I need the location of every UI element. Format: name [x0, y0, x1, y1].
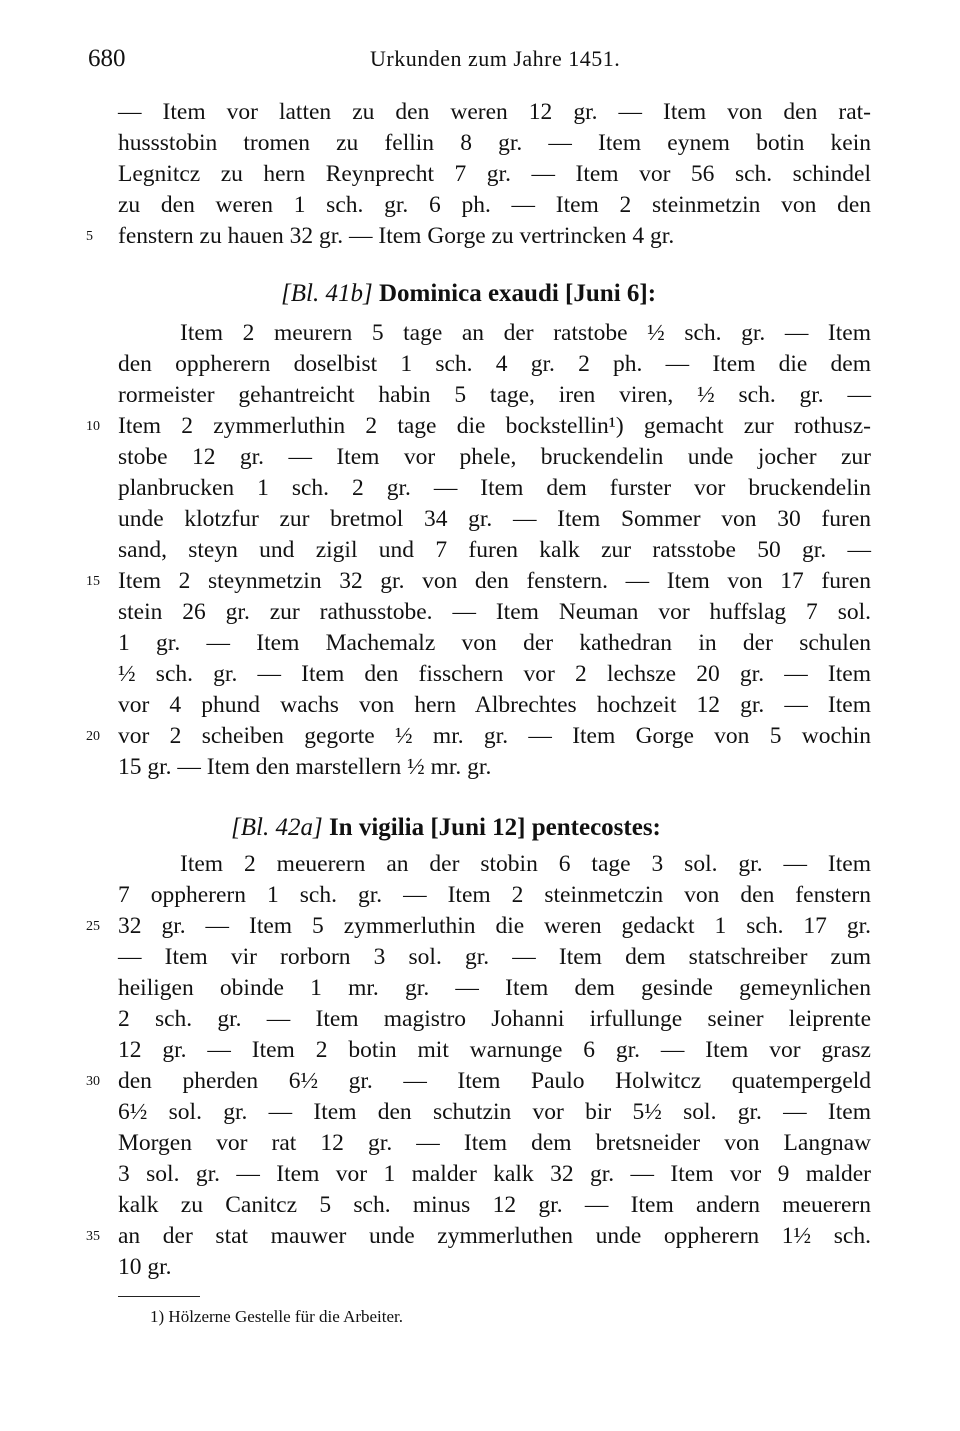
- text-line: stein 26 gr. zur rathusstobe. — Item Neuman vor huffslag 7 sol.: [118, 599, 871, 625]
- text-line: zu den weren 1 sch. gr. 6 ph. — Item 2 steinmetzin von den: [118, 192, 871, 218]
- line-number: 35: [86, 1229, 100, 1244]
- text-line: 6½ sol. gr. — Item den schutzin vor bir 5½ sol. gr. — Item: [118, 1099, 871, 1125]
- text-line: Item 2 meurern 5 tage an der ratstobe ½ sch. gr. — Item: [180, 320, 871, 346]
- text-line: hussstobin tromen zu fellin 8 gr. — Item eynem botin kein: [118, 130, 871, 156]
- text-line: kalk zu Canitcz 5 sch. minus 12 gr. — Item andern meuerern: [118, 1192, 871, 1218]
- footnote-rule: [118, 1296, 200, 1297]
- text-line: Item 2 steynmetzin 32 gr. von den fenstern. — Item von 17 furen: [118, 568, 871, 594]
- text-line: 2 sch. gr. — Item magistro Johanni irfullunge seiner leiprente: [118, 1006, 871, 1032]
- folio-reference: [Bl. 41b]: [281, 280, 373, 307]
- folio-reference: [Bl. 42a]: [231, 814, 323, 841]
- text-line: vor 2 scheiben gegorte ½ mr. gr. — Item Gorge von 5 wochin: [118, 723, 871, 749]
- section-heading: [0, 810, 960, 846]
- line-number: 25: [86, 919, 100, 934]
- text-line: rormeister gehantreicht habin 5 tage, iren viren, ½ sch. gr. —: [118, 382, 871, 408]
- footnote-marker: 1): [150, 1307, 165, 1326]
- text-line: an der stat mauwer unde zymmerluthen unde oppherern 1½ sch.: [118, 1223, 871, 1249]
- page-number: 680: [88, 45, 126, 72]
- text-line: stobe 12 gr. — Item vor phele, bruckendelin unde jocher zur: [118, 444, 871, 470]
- running-title: Urkunden zum Jahre 1451.: [370, 46, 621, 71]
- text-line: Item 2 meuerern an der stobin 6 tage 3 sol. gr. — Item: [180, 851, 871, 877]
- text-line: heiligen obinde 1 mr. gr. — Item dem gesinde gemeynlichen: [118, 975, 871, 1001]
- text-line: 12 gr. — Item 2 botin mit warnunge 6 gr. — Item vor grasz: [118, 1037, 871, 1063]
- line-number: 5: [86, 229, 93, 244]
- text-line: — Item vir rorborn 3 sol. gr. — Item dem statschreiber zum: [118, 944, 871, 970]
- footnote: [150, 1305, 403, 1329]
- text-line: Morgen vor rat 12 gr. — Item dem bretsneider von Langnaw: [118, 1130, 871, 1156]
- text-line: — Item vor latten zu den weren 12 gr. — Item von den rat-: [118, 99, 871, 125]
- page-header: [0, 0, 960, 90]
- text-line: 32 gr. — Item 5 zymmerluthin die weren gedackt 1 sch. 17 gr.: [118, 913, 871, 939]
- text-line: planbrucken 1 sch. 2 gr. — Item dem furster vor bruckendelin: [118, 475, 871, 501]
- section-heading: [0, 276, 960, 312]
- footnote-text: Hölzerne Gestelle für die Arbeiter.: [168, 1307, 404, 1326]
- text-line: Legnitcz zu hern Reynprecht 7 gr. — Item vor 56 sch. schindel: [118, 161, 871, 187]
- text-line: vor 4 phund wachs von hern Albrechtes hochzeit 12 gr. — Item: [118, 692, 871, 718]
- line-number: 30: [86, 1074, 100, 1089]
- text-line: 1 gr. — Item Machemalz von der kathedran in der schulen: [118, 630, 871, 656]
- text-line: 7 oppherern 1 sch. gr. — Item 2 steinmetczin von den fenstern: [118, 882, 871, 908]
- text-line: Item 2 zymmerluthin 2 tage die bockstellin¹) gemacht zur rothusz-: [118, 413, 871, 439]
- text-line: 3 sol. gr. — Item vor 1 malder kalk 32 gr. — Item vor 9 malder: [118, 1161, 871, 1187]
- text-line: unde klotzfur zur bretmol 34 gr. — Item Sommer von 30 furen: [118, 506, 871, 532]
- text-line: den pherden 6½ gr. — Item Paulo Holwitcz quatempergeld: [118, 1068, 871, 1094]
- text-line: ½ sch. gr. — Item den fisschern vor 2 lechsze 20 gr. — Item: [118, 661, 871, 687]
- section-title: In vigilia [Juni 12] pentecostes:: [328, 814, 661, 841]
- text-line: 15 gr. — Item den marstellern ½ mr. gr.: [118, 754, 492, 780]
- text-line: 10 gr.: [118, 1254, 172, 1280]
- line-number: 15: [86, 574, 100, 589]
- text-line: sand, steyn und zigil und 7 furen kalk zur ratsstobe 50 gr. —: [118, 537, 871, 563]
- text-line: den oppherern doselbist 1 sch. 4 gr. 2 ph. — Item die dem: [118, 351, 871, 377]
- text-line: fenstern zu hauen 32 gr. — Item Gorge zu vertrincken 4 gr.: [118, 223, 675, 249]
- section-title: Dominica exaudi [Juni 6]:: [378, 280, 657, 307]
- line-number: 10: [86, 419, 100, 434]
- line-number: 20: [86, 729, 100, 744]
